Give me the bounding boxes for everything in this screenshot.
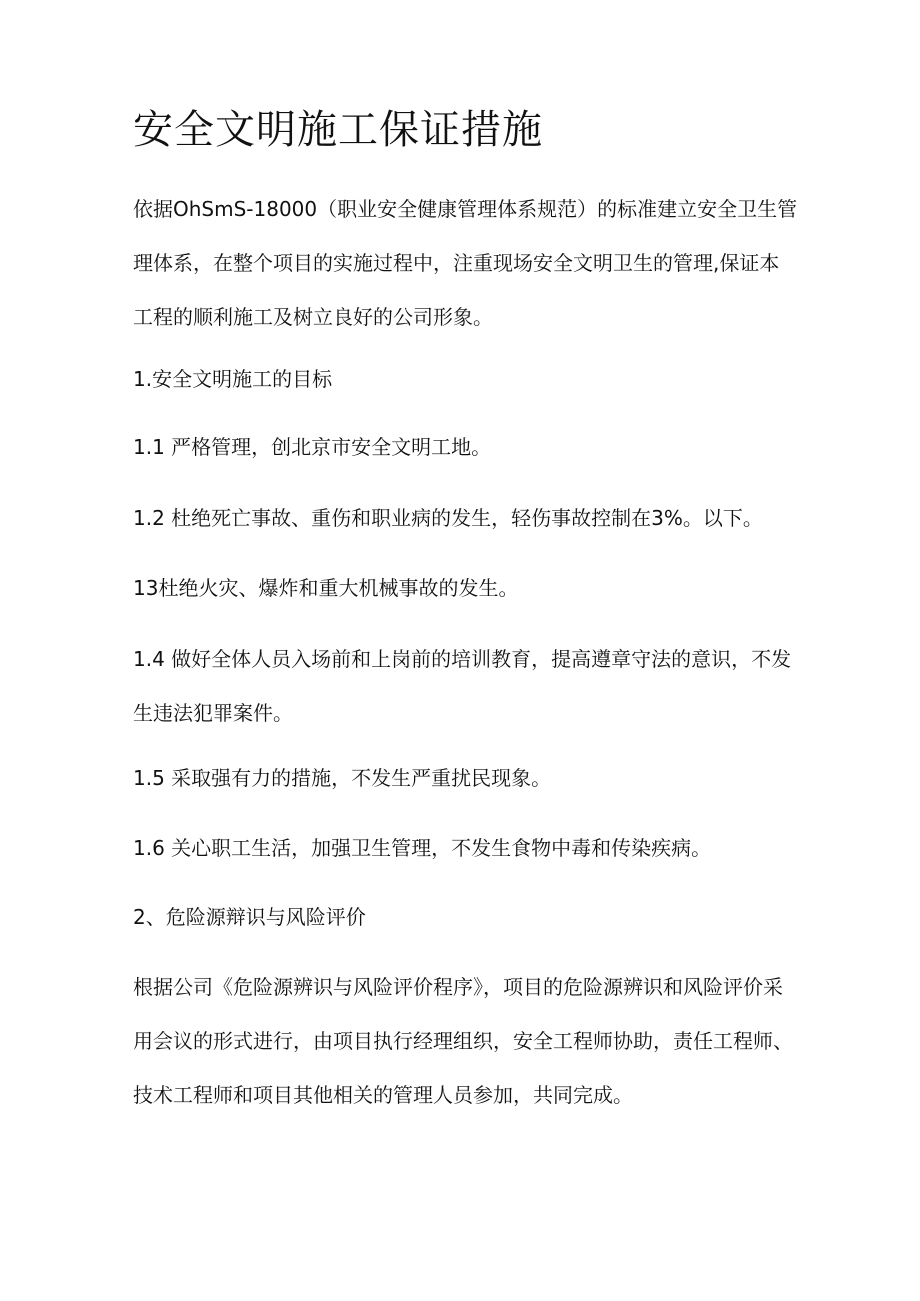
- section-1-heading: [133, 352, 813, 406]
- item-1-6: [133, 821, 813, 875]
- section-2-paragraph: [133, 960, 813, 1122]
- intro-line-2: 理体系，在整个项目的实施过程中，注重现场安全文明卫生的管理,保证本: [133, 251, 780, 275]
- intro-line-3: 工程的顺利施工及树立良好的公司形象。: [133, 305, 493, 329]
- section-2-heading-text: 2、危险源辩识与风险评价: [133, 905, 366, 929]
- item-1-3: [133, 561, 813, 615]
- item-1-4-line-1: 1.4 做好全体人员入场前和上岗前的培训教育，提高遵章守法的意识，不发: [133, 647, 792, 671]
- item-1-3-text: 13杜绝火灾、爆炸和重大机械事故的发生。: [133, 576, 519, 600]
- item-1-4-line-2: 生违法犯罪案件。: [133, 701, 293, 725]
- item-1-5-text: 1.5 采取强有力的措施，不发生严重扰民现象。: [133, 766, 552, 790]
- item-1-1-text: 1.1 严格管理，创北京市安全文明工地。: [133, 435, 492, 459]
- section-2-line-1: 根据公司《危险源辨识与风险评价程序》，项目的危险源辨识和风险评价采: [133, 975, 783, 999]
- item-1-2: [133, 491, 813, 545]
- intro-line-1: 依据OhSmS-18000（职业安全健康管理体系规范）的标准建立安全卫生管: [133, 197, 798, 221]
- item-1-1: [133, 420, 813, 474]
- item-1-4: [133, 632, 813, 740]
- section-2-line-3: 技术工程师和项目其他相关的管理人员参加，共同完成。: [133, 1083, 633, 1107]
- item-1-5: [133, 751, 813, 805]
- item-1-6-text: 1.6 关心职工生活，加强卫生管理，不发生食物中毒和传染疾病。: [133, 836, 712, 860]
- item-1-2-text: 1.2 杜绝死亡事故、重伤和职业病的发生，轻伤事故控制在3%。以下。: [133, 506, 763, 530]
- section-2-line-2: 用会议的形式进行，由项目执行经理组织，安全工程师协助，责任工程师、: [133, 1029, 793, 1053]
- document-title: 安全文明施工保证措施: [133, 107, 543, 153]
- section-1-heading-text: 1.安全文明施工的目标: [133, 367, 333, 391]
- intro-paragraph: [133, 182, 813, 344]
- section-2-heading: [133, 890, 813, 944]
